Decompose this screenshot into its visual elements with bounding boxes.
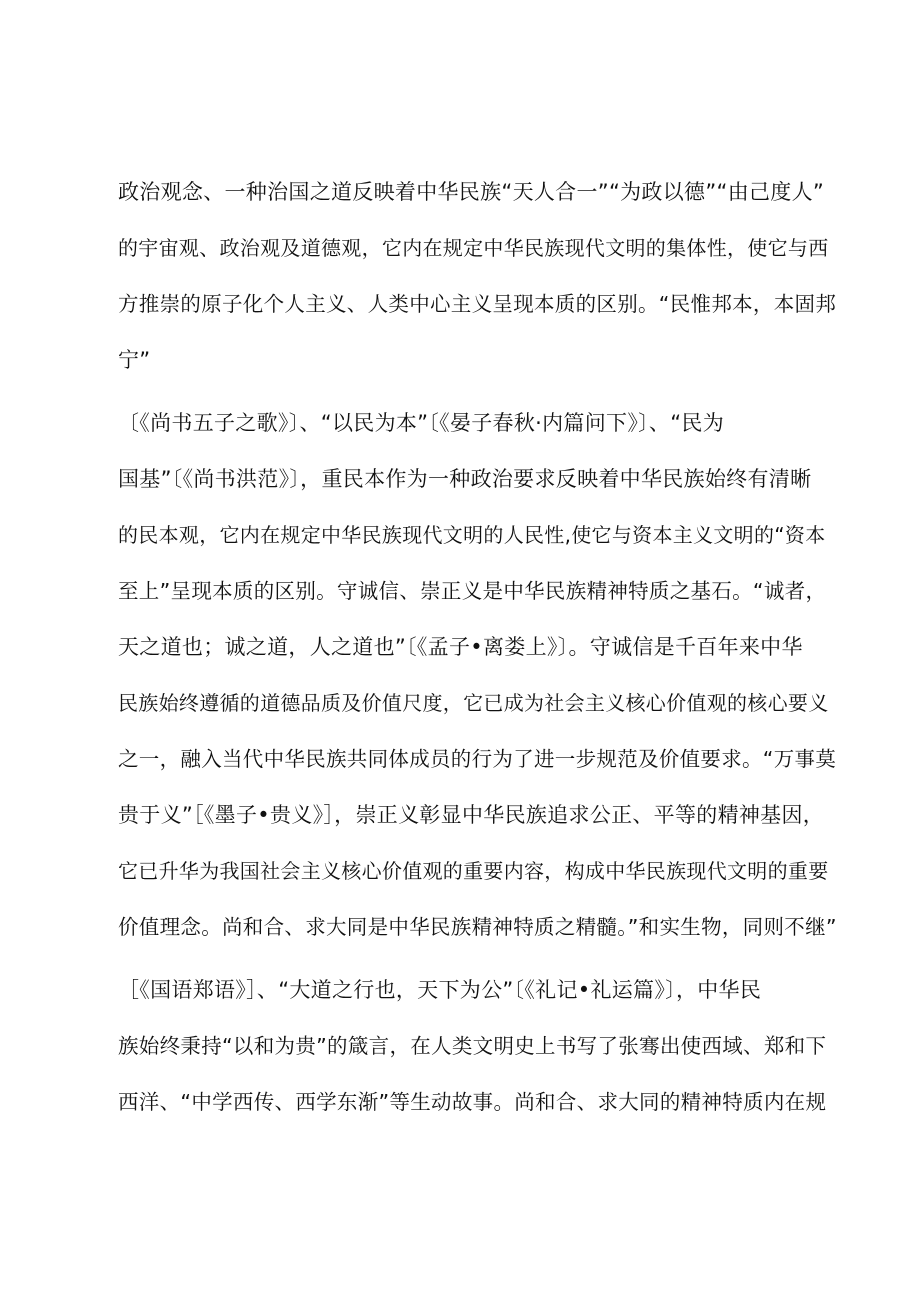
text-line: 天之道也；诚之道，人之道也”〔《孟子•离娄上》〕。守诚信是千百年来中华	[118, 635, 803, 659]
text-line: 西洋、“中学西传、西学东渐”等生动故事。尚和合、求大同的精神特质内在规	[118, 1090, 827, 1114]
text-line: 〔《尚书五子之歌》〕、“以民为本”〔《晏子春秋·内篇问下》〕、“民为	[118, 411, 725, 435]
text-line: 价值理念。尚和合、求大同是中华民族精神特质之精髓。”和实生物，同则不继”	[118, 915, 837, 939]
text-line: 贵于义”［《墨子•贵义》］，崇正义彰显中华民族追求公正、平等的精神基因，	[118, 803, 825, 827]
text-line: 族始终秉持“以和为贵”的箴言，在人类文明史上书写了张骞出使西域、郑和下	[118, 1034, 827, 1058]
text-line: 至上”呈现本质的区别。守诚信、崇正义是中华民族精神特质之基石。“诚者，	[118, 579, 827, 603]
text-line: 它已升华为我国社会主义核心价值观的重要内容，构成中华民族现代文明的重要	[118, 859, 829, 883]
text-line: 宁”	[118, 348, 151, 372]
text-line: 方推崇的原子化个人主义、人类中心主义呈现本质的区别。“民惟邦本，本固邦	[118, 292, 837, 316]
text-line: 的民本观，它内在规定中华民族现代文明的人民性,使它与资本主义文明的“资本	[118, 523, 826, 547]
text-line: 民族始终遵循的道德品质及价值尺度，它已成为社会主义核心价值观的核心要义	[118, 691, 829, 715]
text-line: 的宇宙观、政治观及道德观，它内在规定中华民族现代文明的集体性，使它与西	[118, 236, 829, 260]
text-line: ［《国语郑语》］、“大道之行也，天下为公”〔《礼记•礼运篇》〕，中华民	[118, 978, 762, 1002]
text-line: 政治观念、一种治国之道反映着中华民族“天人合一”“为政以德”“由己度人”	[118, 180, 825, 204]
text-line: 国基”〔《尚书洪范》〕，重民本作为一种政治要求反映着中华民族始终有清晰	[118, 467, 812, 491]
text-line: 之一，融入当代中华民族共同体成员的行为了进一步规范及价值要求。“万事莫	[118, 747, 837, 771]
